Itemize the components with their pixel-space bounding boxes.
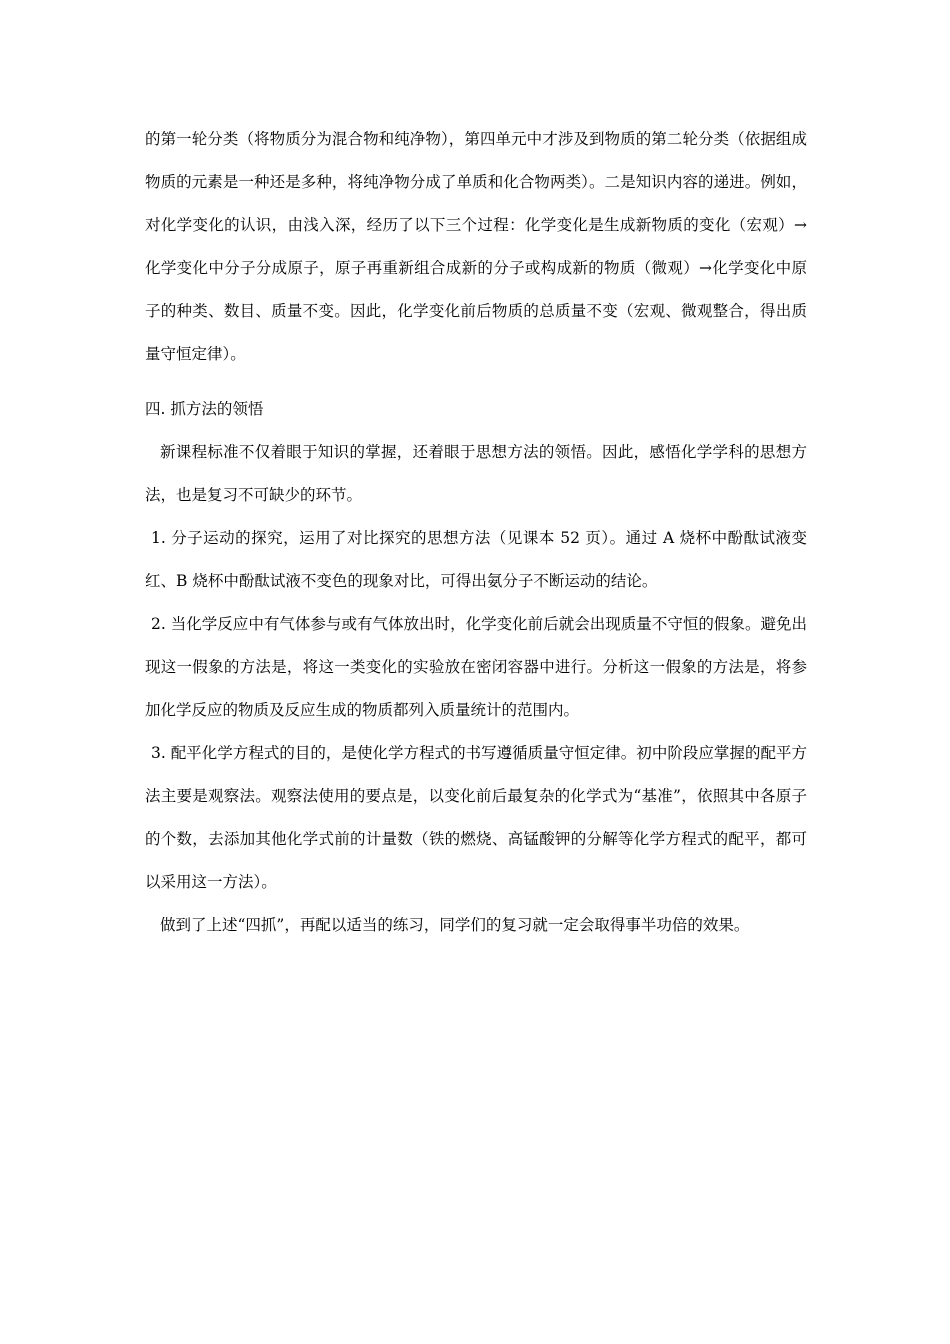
list-item-2: 2. 当化学反应中有气体参与或有气体放出时，化学变化前后就会出现质量不守恒的假象。避免出现这一假象的方法是，将这一类变化的实验放在密闭容器中进行。分析这一假象的方法是，将参加化学反应的物质及反应生成的物质都列入质量统计的范围内。	[145, 615, 807, 719]
section-heading: 四. 抓方法的领悟	[145, 400, 264, 418]
closing-paragraph: 做到了上述“四抓”，再配以适当的练习，同学们的复习就一定会取得事半功倍的效果。	[160, 916, 750, 934]
list-item-3: 3. 配平化学方程式的目的，是使化学方程式的书写遵循质量守恒定律。初中阶段应掌握的配平方法主要是观察法。观察法使用的要点是，以变化前后最复杂的化学式为“基准”，依照其中各原子的个数，去添加其他化学式前的计量数（铁的燃烧、高锰酸钾的分解等化学方程式的配平，都可以采用这一方法）。	[145, 744, 807, 891]
intro-paragraph: 新课程标准不仅着眼于知识的掌握，还着眼于思想方法的领悟。因此，感悟化学学科的思想方法，也是复习不可缺少的环节。	[145, 443, 807, 504]
continuation-paragraph: 的第一轮分类（将物质分为混合物和纯净物），第四单元中才涉及到物质的第二轮分类（依据组成物质的元素是一种还是多种，将纯净物分成了单质和化合物两类）。二是知识内容的递进。例如，对化学变化的认识，由浅入深，经历了以下三个过程：化学变化是生成新物质的变化（宏观）→化学变化中分子分成原子，原子再重新组合成新的分子或构成新的物质（微观）→化学变化中原子的种类、数目、质量不变。因此，化学变化前后物质的总质量不变（宏观、微观整合，得出质量守恒定律）。	[145, 130, 807, 363]
list-item-1: 1. 分子运动的探究，运用了对比探究的思想方法（见课本 52 页）。通过 A 烧杯中酚酞试液变红、B 烧杯中酚酞试液不变色的现象对比，可得出氨分子不断运动的结论。	[145, 529, 807, 590]
document-body	[145, 118, 807, 947]
